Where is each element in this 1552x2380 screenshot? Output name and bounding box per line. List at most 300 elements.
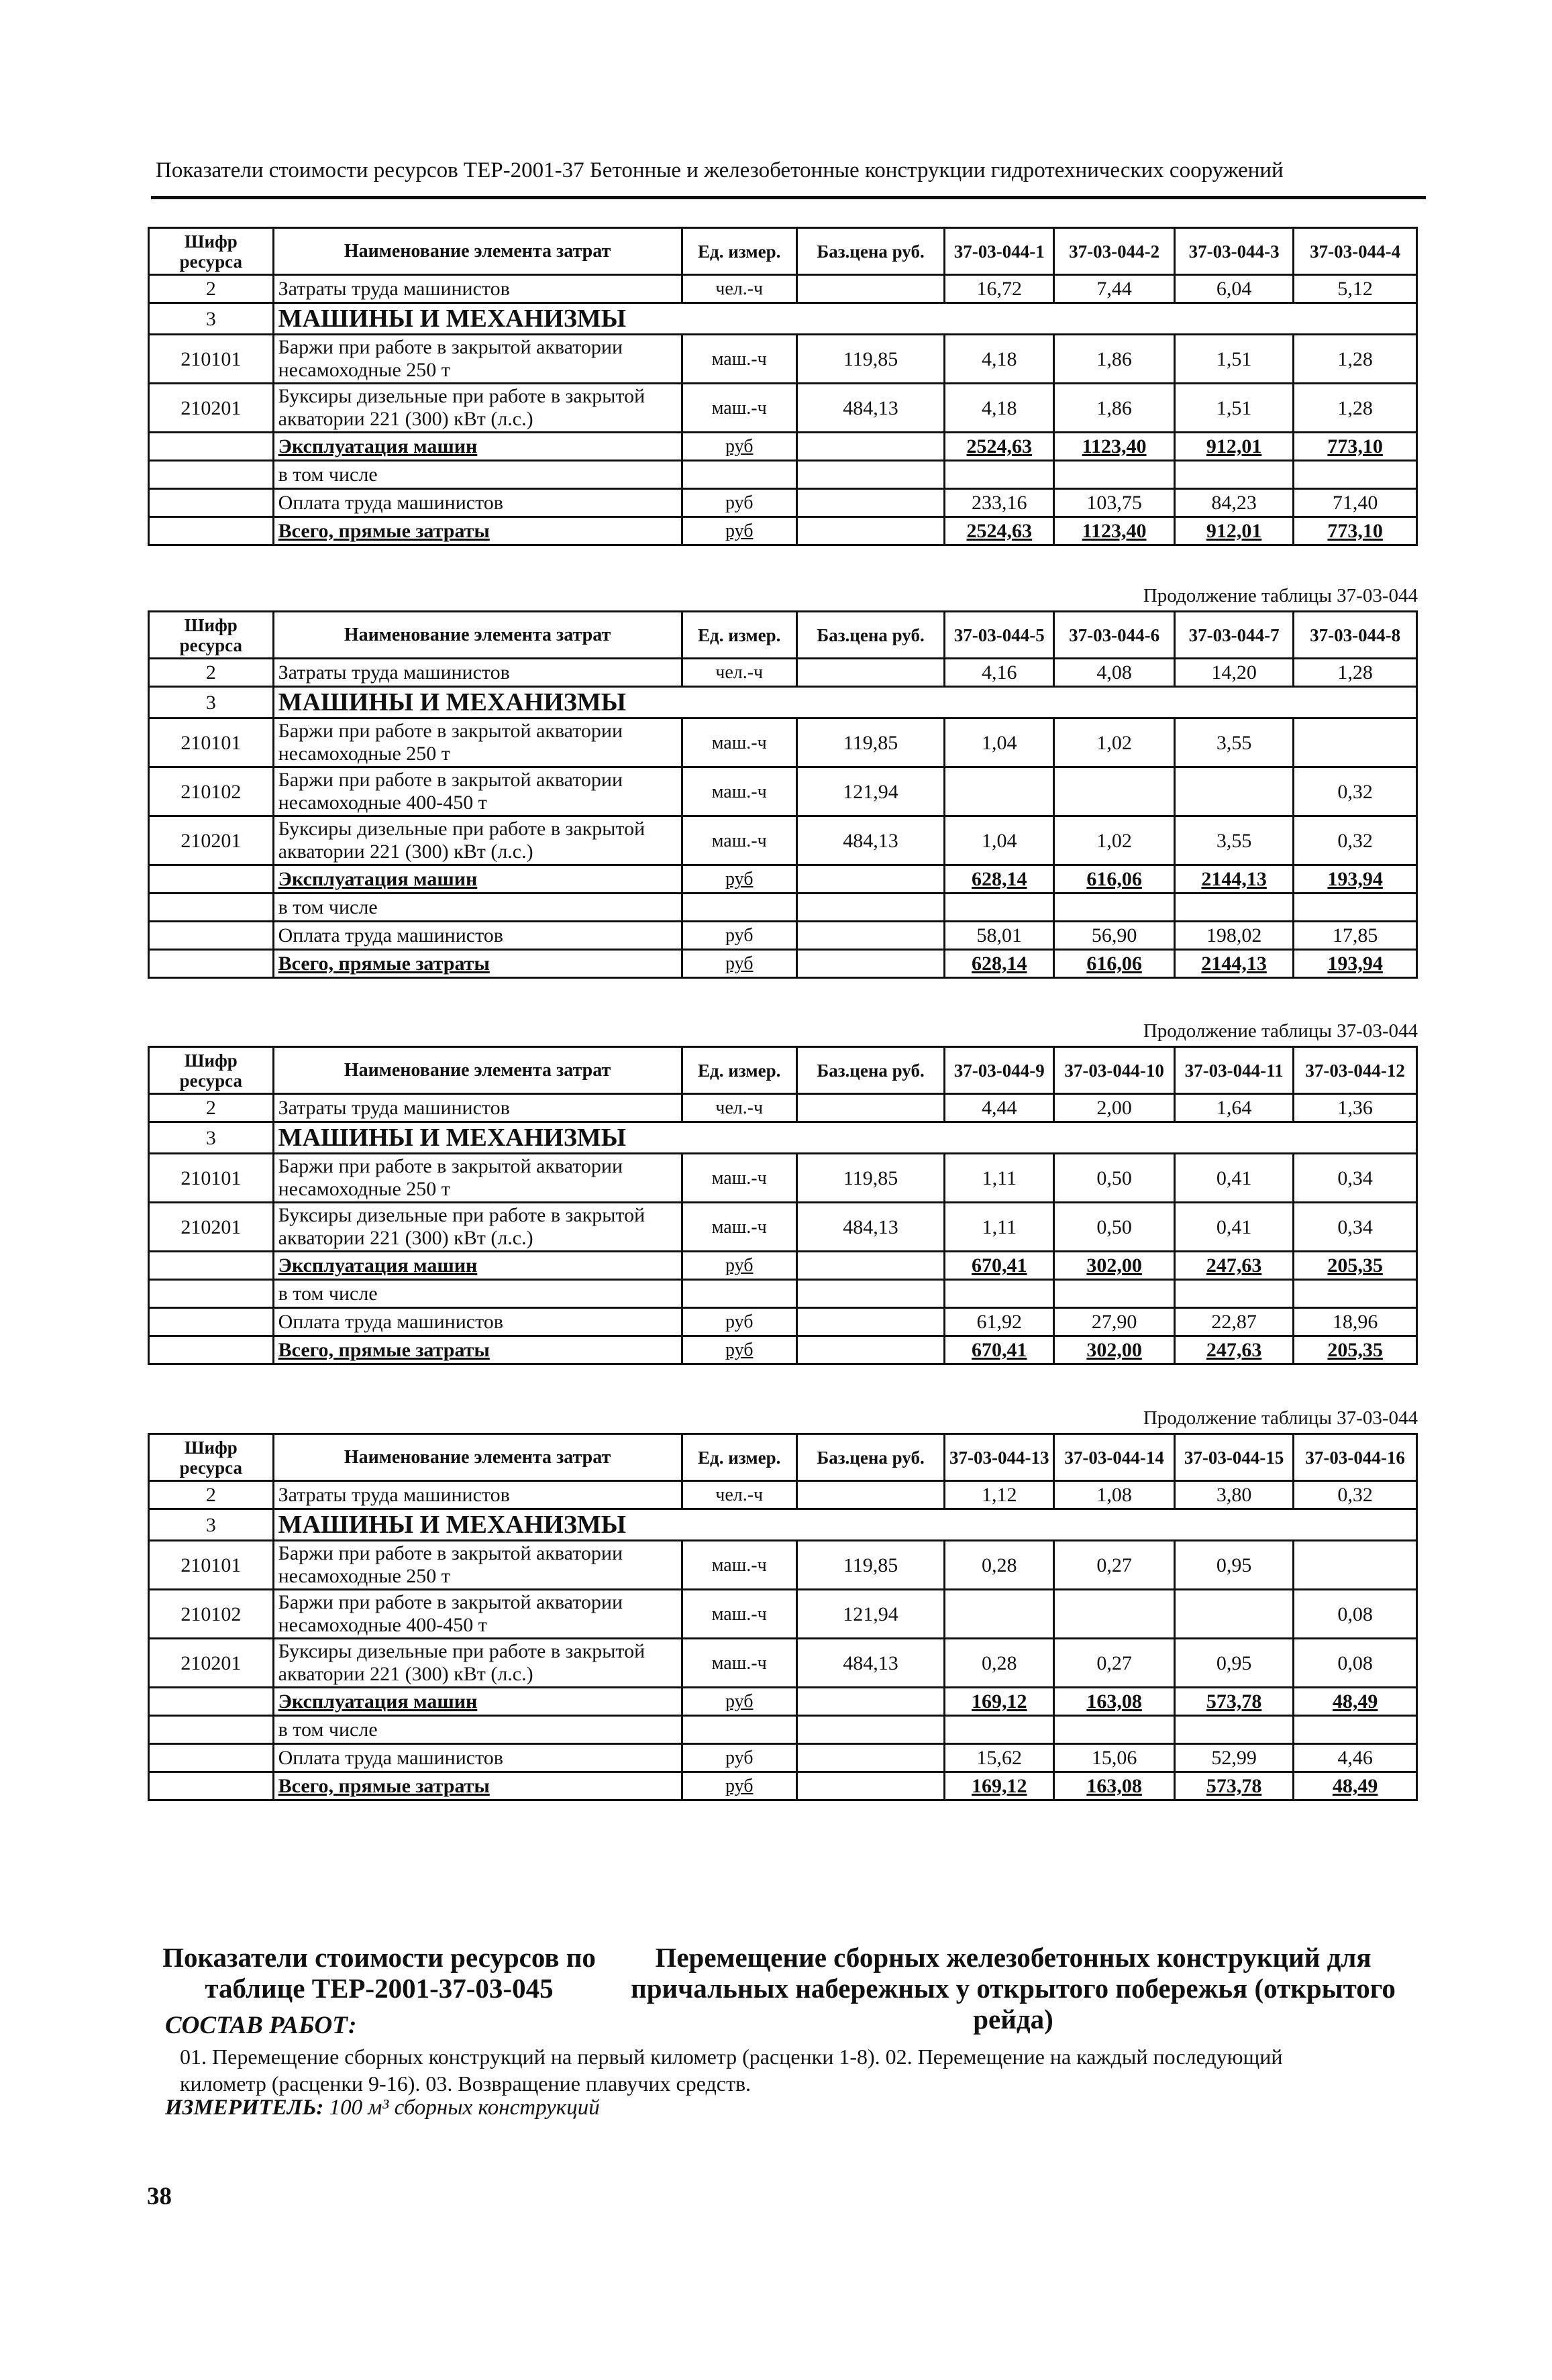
empty-cell [1294, 461, 1417, 489]
summary-value: 205,35 [1294, 1252, 1417, 1280]
header-price: Баз.цена руб. [796, 1047, 944, 1094]
summary-value: 2524,63 [945, 433, 1054, 461]
rate-value: 1,02 [1054, 816, 1175, 865]
resource-unit: маш.-ч [682, 1590, 796, 1639]
empty-cell [149, 1308, 274, 1336]
table-row [149, 489, 1417, 517]
rate-value [1294, 718, 1417, 767]
resource-table [148, 1433, 1418, 1801]
resource-code: 210201 [149, 816, 274, 865]
total-value: 169,12 [945, 1772, 1054, 1800]
total-name: Всего, прямые затраты [273, 1772, 682, 1800]
table-row [149, 687, 1417, 718]
summary-unit: руб [682, 1308, 796, 1336]
summary-value: 163,08 [1054, 1688, 1175, 1716]
empty-cell [149, 1252, 274, 1280]
resource-price [796, 659, 944, 687]
resource-unit: маш.-ч [682, 816, 796, 865]
resource-unit: маш.-ч [682, 1154, 796, 1203]
meter-value: 100 м³ сборных конструкций [329, 2096, 600, 2120]
summary-value: 773,10 [1294, 433, 1417, 461]
summary-value: 169,12 [945, 1688, 1054, 1716]
total-value: 163,08 [1054, 1772, 1175, 1800]
meter-label: ИЗМЕРИТЕЛЬ: [165, 2096, 324, 2120]
table-row [149, 1541, 1417, 1590]
resource-name: Баржи при работе в закрытой акватории несамоходные 250 т [273, 335, 682, 384]
empty-cell [796, 1744, 944, 1772]
summary-unit: руб [682, 1252, 796, 1280]
table-header-row [149, 228, 1417, 275]
resource-price [796, 275, 944, 303]
empty-cell [149, 1772, 274, 1800]
table-row [149, 718, 1417, 767]
resource-unit: чел.-ч [682, 1481, 796, 1509]
rate-value: 7,44 [1054, 275, 1175, 303]
resource-price: 119,85 [796, 1541, 944, 1590]
rate-value [1174, 1590, 1293, 1639]
resource-code: 2 [149, 1094, 274, 1122]
header-name: Наименование элемента затрат [273, 612, 682, 659]
empty-cell [149, 950, 274, 978]
summary-unit: руб [682, 865, 796, 894]
total-value: 616,06 [1054, 950, 1175, 978]
rate-value: 1,11 [945, 1154, 1054, 1203]
header-unit: Ед. измер. [682, 612, 796, 659]
empty-cell [1174, 894, 1293, 922]
summary-name: Эксплуатация машин [273, 433, 682, 461]
including-label: в том числе [273, 461, 682, 489]
header-rate-code: 37-03-044-13 [945, 1434, 1054, 1481]
header-rate-code: 37-03-044-14 [1054, 1434, 1175, 1481]
header-code: Шифр ресурса [149, 612, 274, 659]
continuation-label: Продолжение таблицы 37-03-044 [1143, 1407, 1418, 1429]
total-name: Всего, прямые затраты [273, 517, 682, 545]
resource-code: 210201 [149, 1639, 274, 1688]
resource-code: 2 [149, 659, 274, 687]
section-code: 3 [149, 687, 274, 718]
summary-value: 22,87 [1174, 1308, 1293, 1336]
empty-cell [149, 865, 274, 894]
resource-code: 210101 [149, 1541, 274, 1590]
resource-price [796, 1094, 944, 1122]
empty-cell [1054, 894, 1175, 922]
header-rate-code: 37-03-044-3 [1174, 228, 1293, 275]
empty-cell [149, 433, 274, 461]
table-row [149, 1481, 1417, 1509]
rate-value: 5,12 [1294, 275, 1417, 303]
including-label: в том числе [273, 1716, 682, 1744]
header-rate-code: 37-03-044-8 [1294, 612, 1417, 659]
summary-value: 302,00 [1054, 1252, 1175, 1280]
table-row [149, 1639, 1417, 1688]
section-045-right-title: Перемещение сборных железобетонных конструкций для причальных набережных у открытого побережья (открытого рейда) [631, 1942, 1396, 2035]
rate-value: 0,08 [1294, 1639, 1417, 1688]
table-row [149, 1716, 1417, 1744]
table-row [149, 1280, 1417, 1308]
header-price: Баз.цена руб. [796, 612, 944, 659]
table-row [149, 767, 1417, 816]
header-rate-code: 37-03-044-5 [945, 612, 1054, 659]
resource-price: 484,13 [796, 1203, 944, 1252]
page-number: 38 [147, 2183, 172, 2210]
rate-value: 1,02 [1054, 718, 1175, 767]
table-row [149, 1203, 1417, 1252]
header-unit: Ед. измер. [682, 228, 796, 275]
resource-code: 2 [149, 275, 274, 303]
empty-cell [1294, 894, 1417, 922]
table-row [149, 303, 1417, 335]
empty-cell [796, 1336, 944, 1364]
resource-code: 210102 [149, 1590, 274, 1639]
resource-name: Буксиры дизельные при работе в закрытой акватории 221 (300) кВт (л.с.) [273, 816, 682, 865]
header-rate-code: 37-03-044-16 [1294, 1434, 1417, 1481]
resource-unit: маш.-ч [682, 1541, 796, 1590]
rate-value: 0,95 [1174, 1541, 1293, 1590]
total-value: 628,14 [945, 950, 1054, 978]
section-code: 3 [149, 1122, 274, 1154]
resource-name: Затраты труда машинистов [273, 659, 682, 687]
section-code: 3 [149, 1509, 274, 1541]
rate-value: 4,08 [1054, 659, 1175, 687]
rate-value: 1,64 [1174, 1094, 1293, 1122]
summary-value: 1123,40 [1054, 433, 1175, 461]
resource-price [796, 1481, 944, 1509]
summary-value: 18,96 [1294, 1308, 1417, 1336]
summary-value: 71,40 [1294, 489, 1417, 517]
summary-value: 616,06 [1054, 865, 1175, 894]
resource-name: Буксиры дизельные при работе в закрытой акватории 221 (300) кВт (л.с.) [273, 384, 682, 433]
empty-cell [149, 1280, 274, 1308]
rate-value: 1,36 [1294, 1094, 1417, 1122]
summary-value: 48,49 [1294, 1688, 1417, 1716]
summary-value: 103,75 [1054, 489, 1175, 517]
empty-cell [1174, 461, 1293, 489]
resource-name: Затраты труда машинистов [273, 1481, 682, 1509]
summary-value: 4,46 [1294, 1744, 1417, 1772]
resource-unit: маш.-ч [682, 767, 796, 816]
header-rate-code: 37-03-044-7 [1174, 612, 1293, 659]
resource-unit: маш.-ч [682, 335, 796, 384]
rate-value [1294, 1541, 1417, 1590]
resource-code: 2 [149, 1481, 274, 1509]
rate-value: 4,18 [945, 335, 1054, 384]
empty-cell [1174, 1716, 1293, 1744]
table-row [149, 275, 1417, 303]
rate-value: 1,51 [1174, 384, 1293, 433]
summary-value: 247,63 [1174, 1252, 1293, 1280]
total-name: Всего, прямые затраты [273, 1336, 682, 1364]
resource-code: 210101 [149, 1154, 274, 1203]
summary-value: 628,14 [945, 865, 1054, 894]
table-row [149, 461, 1417, 489]
empty-cell [796, 1772, 944, 1800]
header-rate-code: 37-03-044-1 [945, 228, 1054, 275]
empty-cell [149, 1716, 274, 1744]
resource-price: 121,94 [796, 1590, 944, 1639]
summary-value: 670,41 [945, 1252, 1054, 1280]
summary-value: 15,62 [945, 1744, 1054, 1772]
total-unit: руб [682, 950, 796, 978]
header-rule [151, 196, 1426, 199]
table-header-row [149, 612, 1417, 659]
empty-cell [1054, 1716, 1175, 1744]
rate-value: 0,32 [1294, 816, 1417, 865]
empty-cell [149, 517, 274, 545]
summary-unit: руб [682, 433, 796, 461]
resource-price: 119,85 [796, 335, 944, 384]
rate-value: 3,55 [1174, 718, 1293, 767]
header-code: Шифр ресурса [149, 1434, 274, 1481]
resource-code: 210102 [149, 767, 274, 816]
empty-cell [796, 1280, 944, 1308]
summary-value: 27,90 [1054, 1308, 1175, 1336]
header-unit: Ед. измер. [682, 1047, 796, 1094]
rate-value: 3,55 [1174, 816, 1293, 865]
header-rate-code: 37-03-044-12 [1294, 1047, 1417, 1094]
summary-name: Оплата труда машинистов [273, 1744, 682, 1772]
rate-value: 0,34 [1294, 1154, 1417, 1203]
header-rate-code: 37-03-044-2 [1054, 228, 1175, 275]
header-code: Шифр ресурса [149, 228, 274, 275]
cost-table [148, 1020, 1418, 1365]
empty-cell [682, 894, 796, 922]
resource-unit: маш.-ч [682, 1203, 796, 1252]
total-value: 205,35 [1294, 1336, 1417, 1364]
summary-value: 61,92 [945, 1308, 1054, 1336]
table-row [149, 1094, 1417, 1122]
rate-value: 1,11 [945, 1203, 1054, 1252]
summary-name: Оплата труда машинистов [273, 1308, 682, 1336]
header-rate-code: 37-03-044-4 [1294, 228, 1417, 275]
continuation-label: Продолжение таблицы 37-03-044 [1143, 585, 1418, 606]
table-row [149, 1688, 1417, 1716]
rate-value [945, 767, 1054, 816]
empty-cell [796, 517, 944, 545]
summary-value: 52,99 [1174, 1744, 1293, 1772]
empty-cell [682, 1280, 796, 1308]
section-045-left-title: Показатели стоимости ресурсов по таблице ТЕР-2001-37-03-045 [162, 1942, 596, 2004]
rate-value: 0,27 [1054, 1541, 1175, 1590]
continuation-label: Продолжение таблицы 37-03-044 [1143, 1020, 1418, 1042]
rate-value: 3,80 [1174, 1481, 1293, 1509]
resource-code: 210201 [149, 384, 274, 433]
summary-unit: руб [682, 1744, 796, 1772]
rate-value: 1,86 [1054, 335, 1175, 384]
empty-cell [149, 1336, 274, 1364]
resource-unit: чел.-ч [682, 1094, 796, 1122]
resource-table [148, 1046, 1418, 1365]
rate-value: 0,27 [1054, 1639, 1175, 1688]
total-value: 670,41 [945, 1336, 1054, 1364]
empty-cell [1054, 461, 1175, 489]
summary-value: 58,01 [945, 922, 1054, 950]
total-value: 2144,13 [1174, 950, 1293, 978]
cost-table [148, 585, 1418, 979]
rate-value: 6,04 [1174, 275, 1293, 303]
total-name: Всего, прямые затраты [273, 950, 682, 978]
rate-value: 2,00 [1054, 1094, 1175, 1122]
empty-cell [945, 1716, 1054, 1744]
rate-value: 0,34 [1294, 1203, 1417, 1252]
rate-value: 0,08 [1294, 1590, 1417, 1639]
total-value: 302,00 [1054, 1336, 1175, 1364]
summary-name: Эксплуатация машин [273, 1252, 682, 1280]
header-name: Наименование элемента затрат [273, 1434, 682, 1481]
rate-value: 1,28 [1294, 335, 1417, 384]
summary-name: Оплата труда машинистов [273, 489, 682, 517]
empty-cell [796, 922, 944, 950]
resource-unit: маш.-ч [682, 1639, 796, 1688]
header-rate-code: 37-03-044-9 [945, 1047, 1054, 1094]
resource-code: 210101 [149, 718, 274, 767]
table-row [149, 1336, 1417, 1364]
resource-table [148, 610, 1418, 979]
summary-name: Эксплуатация машин [273, 1688, 682, 1716]
resource-price: 119,85 [796, 1154, 944, 1203]
rate-value: 4,44 [945, 1094, 1054, 1122]
empty-cell [1174, 1280, 1293, 1308]
resource-unit: маш.-ч [682, 384, 796, 433]
table-row [149, 659, 1417, 687]
total-value: 2524,63 [945, 517, 1054, 545]
empty-cell [796, 1252, 944, 1280]
header-name: Наименование элемента затрат [273, 1047, 682, 1094]
measurement-unit [165, 2096, 600, 2120]
header-rate-code: 37-03-044-11 [1174, 1047, 1293, 1094]
resource-name: Буксиры дизельные при работе в закрытой акватории 221 (300) кВт (л.с.) [273, 1639, 682, 1688]
header-price: Баз.цена руб. [796, 228, 944, 275]
empty-cell [682, 461, 796, 489]
resource-name: Баржи при работе в закрытой акватории несамоходные 250 т [273, 1541, 682, 1590]
header-unit: Ед. измер. [682, 1434, 796, 1481]
resource-table [148, 227, 1418, 546]
resource-name: Буксиры дизельные при работе в закрытой акватории 221 (300) кВт (л.с.) [273, 1203, 682, 1252]
summary-value: 912,01 [1174, 433, 1293, 461]
table-row [149, 517, 1417, 545]
total-value: 1123,40 [1054, 517, 1175, 545]
table-header-row [149, 1434, 1417, 1481]
rate-value: 1,51 [1174, 335, 1293, 384]
rate-value [1054, 767, 1175, 816]
empty-cell [149, 461, 274, 489]
summary-value: 573,78 [1174, 1688, 1293, 1716]
resource-price: 484,13 [796, 1639, 944, 1688]
rate-value: 0,41 [1174, 1203, 1293, 1252]
section-code: 3 [149, 303, 274, 335]
rate-value: 0,32 [1294, 767, 1417, 816]
total-value: 912,01 [1174, 517, 1293, 545]
rate-value: 1,08 [1054, 1481, 1175, 1509]
empty-cell [149, 1744, 274, 1772]
empty-cell [796, 1688, 944, 1716]
empty-cell [945, 1280, 1054, 1308]
rate-value: 4,18 [945, 384, 1054, 433]
resource-name: Баржи при работе в закрытой акватории несамоходные 250 т [273, 718, 682, 767]
header-rate-code: 37-03-044-15 [1174, 1434, 1293, 1481]
rate-value: 1,04 [945, 718, 1054, 767]
table-row [149, 1122, 1417, 1154]
table-row [149, 922, 1417, 950]
summary-value: 15,06 [1054, 1744, 1175, 1772]
empty-cell [149, 1688, 274, 1716]
resource-name: Баржи при работе в закрытой акватории несамоходные 400-450 т [273, 767, 682, 816]
resource-code: 210101 [149, 335, 274, 384]
empty-cell [1294, 1280, 1417, 1308]
summary-unit: руб [682, 1688, 796, 1716]
resource-name: Затраты труда машинистов [273, 275, 682, 303]
table-row [149, 816, 1417, 865]
summary-unit: руб [682, 489, 796, 517]
header-rate-code: 37-03-044-10 [1054, 1047, 1175, 1094]
rate-value: 1,28 [1294, 384, 1417, 433]
header-name: Наименование элемента затрат [273, 228, 682, 275]
resource-name: Затраты труда машинистов [273, 1094, 682, 1122]
empty-cell [149, 922, 274, 950]
composition-label: СОСТАВ РАБОТ: [165, 2012, 357, 2039]
header-rate-code: 37-03-044-6 [1054, 612, 1175, 659]
empty-cell [149, 489, 274, 517]
table-row [149, 1308, 1417, 1336]
rate-value [1174, 767, 1293, 816]
summary-value: 17,85 [1294, 922, 1417, 950]
resource-unit: чел.-ч [682, 275, 796, 303]
rate-value: 0,50 [1054, 1154, 1175, 1203]
rate-value [945, 1590, 1054, 1639]
total-unit: руб [682, 1336, 796, 1364]
resource-price: 484,13 [796, 384, 944, 433]
summary-unit: руб [682, 922, 796, 950]
cost-table [148, 227, 1418, 546]
rate-value: 0,28 [945, 1541, 1054, 1590]
rate-value: 0,50 [1054, 1203, 1175, 1252]
header-price: Баз.цена руб. [796, 1434, 944, 1481]
page-header: Показатели стоимости ресурсов ТЕР-2001-37 Бетонные и железобетонные конструкции гидротехнических сооружений [156, 158, 1284, 182]
summary-value: 233,16 [945, 489, 1054, 517]
rate-value: 0,95 [1174, 1639, 1293, 1688]
empty-cell [796, 1308, 944, 1336]
total-value: 193,94 [1294, 950, 1417, 978]
summary-value: 2144,13 [1174, 865, 1293, 894]
resource-code: 210201 [149, 1203, 274, 1252]
section-title: МАШИНЫ И МЕХАНИЗМЫ [273, 303, 1416, 335]
including-label: в том числе [273, 894, 682, 922]
resource-unit: чел.-ч [682, 659, 796, 687]
table-row [149, 384, 1417, 433]
table-row [149, 894, 1417, 922]
empty-cell [1054, 1280, 1175, 1308]
table-row [149, 1744, 1417, 1772]
empty-cell [796, 433, 944, 461]
cost-table [148, 1407, 1418, 1801]
section-title: МАШИНЫ И МЕХАНИЗМЫ [273, 1509, 1416, 1541]
empty-cell [796, 950, 944, 978]
table-row [149, 335, 1417, 384]
rate-value: 0,28 [945, 1639, 1054, 1688]
total-value: 773,10 [1294, 517, 1417, 545]
empty-cell [796, 461, 944, 489]
total-value: 573,78 [1174, 1772, 1293, 1800]
table-row [149, 950, 1417, 978]
table-header-row [149, 1047, 1417, 1094]
total-unit: руб [682, 1772, 796, 1800]
rate-value: 1,86 [1054, 384, 1175, 433]
empty-cell [682, 1716, 796, 1744]
section-title: МАШИНЫ И МЕХАНИЗМЫ [273, 1122, 1416, 1154]
rate-value: 0,32 [1294, 1481, 1417, 1509]
table-row [149, 1154, 1417, 1203]
rate-value: 0,41 [1174, 1154, 1293, 1203]
summary-value: 84,23 [1174, 489, 1293, 517]
